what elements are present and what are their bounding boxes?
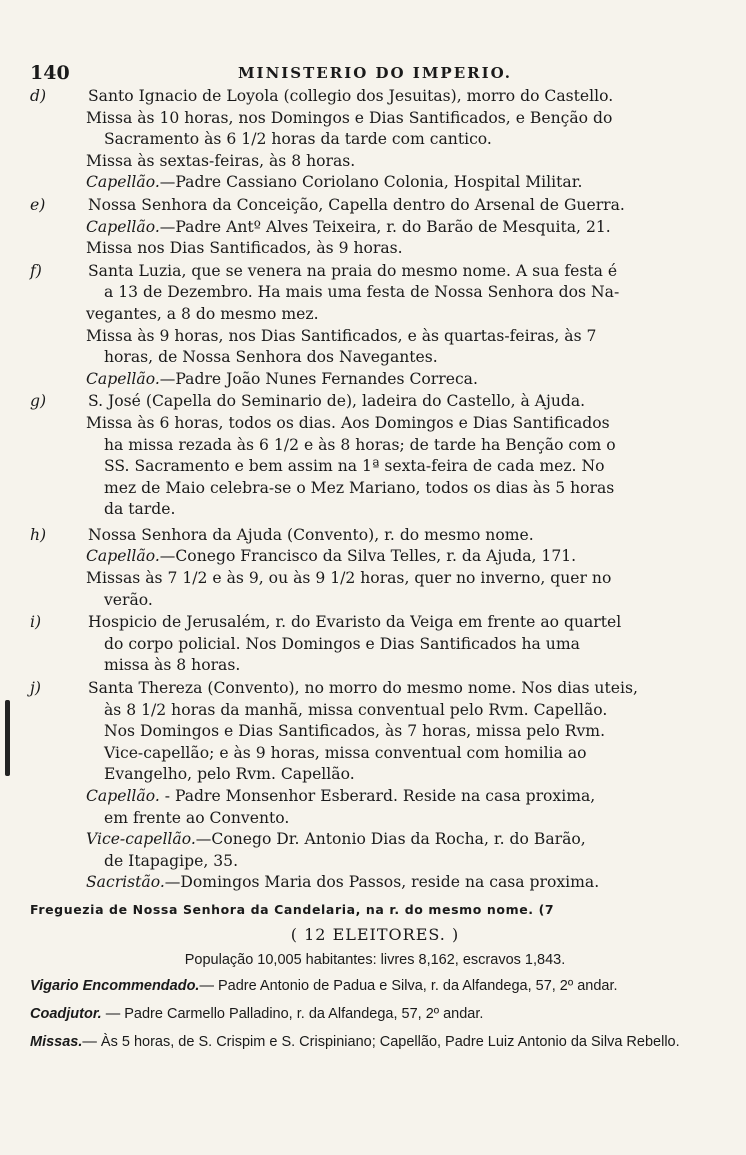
entry-line: Missas às 7 1/2 e às 9, ou às 9 1/2 horas, quer no inverno, quer no — [86, 569, 612, 588]
entry-label: f) — [30, 261, 42, 280]
entry-line: Vice-capellão; e às 9 horas, missa conventual com homilia ao — [104, 743, 587, 762]
entry-line: vegantes, a 8 do mesmo mez. — [86, 304, 319, 323]
population-line: População 10,005 habitantes: livres 8,162, escravos 1,843. — [184, 951, 566, 968]
entry-line: Missa nos Dias Santificados, às 9 horas. — [86, 239, 403, 258]
eleitores-count: ( 12 ELEITORES. ) — [290, 924, 460, 944]
entry-h — [30, 525, 720, 611]
entry-e — [30, 195, 720, 260]
entry-line: Santa Thereza (Convento), no morro do mesmo nome. Nos dias uteis, — [88, 679, 638, 698]
role-text: — Padre Antonio de Padua e Silva, r. da Alfandega, 57, 2º andar. — [199, 977, 618, 994]
entry-j — [30, 678, 720, 894]
role-text: —Conego Francisco da Silva Telles, r. da Ajuda, 171. — [159, 547, 577, 566]
entry-label: h) — [30, 525, 47, 544]
entry-line: verão. — [104, 590, 153, 609]
role-label: Capellão. — [86, 787, 160, 805]
entry-line: Evangelho, pelo Rvm. Capellão. — [104, 765, 355, 784]
paragraph-vigario — [30, 976, 720, 996]
entry-label: g) — [30, 392, 47, 411]
running-title: MINISTERIO DO IMPERIO. — [237, 64, 513, 82]
entry-line: ha missa rezada às 6 1/2 e às 8 horas; de tarde ha Benção com o — [104, 435, 616, 454]
entry-line: Sacramento às 6 1/2 horas da tarde com cantico. — [104, 130, 492, 149]
entry-label: j) — [30, 679, 41, 698]
entry-line: mez de Maio celebra-se o Mez Mariano, todos os dias às 5 horas — [104, 478, 615, 497]
role-text: —Padre Cassiano Coriolano Colonia, Hospital Militar. — [159, 173, 583, 192]
entry-line: Missa às 6 horas, todos os dias. Aos Domingos e Dias Santificados — [86, 413, 610, 432]
role-text: — Padre Carmello Palladino, r. da Alfandega, 57, 2º andar. — [101, 1005, 484, 1022]
entry-label: d) — [30, 87, 47, 105]
entry-i — [30, 612, 720, 677]
role-label: Vice-capellão. — [86, 830, 196, 849]
page — [30, 62, 720, 1052]
role-label: Vigario Encommendado. — [30, 977, 200, 994]
paragraph-coadjutor — [30, 1004, 720, 1024]
entry-line: missa às 8 horas. — [104, 656, 241, 675]
entry-line: Missa às sextas-feiras, às 8 horas. — [86, 151, 356, 170]
role-text-cont: em frente ao Convento. — [104, 808, 290, 827]
role-text: — Às 5 horas, de S. Crispim e S. Crispiniano; Capellão, Padre Luiz Antonio da Silva Rebello. — [82, 1033, 680, 1050]
entry-line: Santa Luzia, que se venera na praia do mesmo nome. A sua festa é — [88, 261, 618, 280]
role-text: —Conego Dr. Antonio Dias da Rocha, r. do Barão, — [195, 830, 586, 849]
entry-line: a 13 de Dezembro. Ha mais uma festa de Nossa Senhora dos Na- — [104, 283, 620, 302]
entry-d — [30, 86, 720, 194]
entry-line: Missa às 10 horas, nos Domingos e Dias Santificados, e Benção do — [86, 108, 613, 127]
role-label: Capellão. — [86, 547, 160, 566]
paragraph-missas — [30, 1032, 720, 1052]
role-label: Coadjutor. — [30, 1005, 102, 1022]
margin-mark — [5, 700, 10, 776]
entry-line: Hospicio de Jerusalém, r. do Evaristo da Veiga em frente ao quartel — [88, 613, 622, 632]
role-text: —Padre João Nunes Fernandes Correca. — [159, 369, 478, 388]
role-text-cont: de Itapagipe, 35. — [104, 851, 239, 870]
entry-line: às 8 1/2 horas da manhã, missa conventual pelo Rvm. Capellão. — [104, 700, 608, 719]
page-header — [30, 62, 720, 86]
role-label: Sacristão. — [86, 873, 165, 892]
entry-line: SS. Sacramento e bem assim na 1ª sexta-feira de cada mez. No — [104, 457, 605, 476]
entry-f — [30, 261, 720, 391]
entry-line: do corpo policial. Nos Domingos e Dias Santificados ha uma — [104, 634, 580, 653]
freguezia-heading: Freguezia de Nossa Senhora da Candelaria, na r. do mesmo nome. (7 — [30, 901, 555, 917]
entry-line: Nossa Senhora da Conceição, Capella dentro do Arsenal de Guerra. — [88, 195, 625, 214]
role-label: Missas. — [30, 1033, 83, 1050]
entry-line: Nos Domingos e Dias Santificados, às 7 horas, missa pelo Rvm. — [104, 722, 606, 741]
entry-line: horas, de Nossa Senhora dos Navegantes. — [104, 348, 438, 367]
entry-label: e) — [30, 195, 46, 214]
role-text: —Domingos Maria dos Passos, reside na casa proxima. — [164, 873, 600, 892]
page-number: 140 — [30, 62, 70, 84]
role-label: Capellão. — [86, 173, 160, 192]
entry-line: S. José (Capella do Seminario de), ladeira do Castello, à Ajuda. — [88, 392, 586, 411]
entry-line: da tarde. — [104, 500, 176, 519]
entry-line: Missa às 9 horas, nos Dias Santificados, e às quartas-feiras, às 7 — [86, 326, 597, 345]
entry-line: Santo Ignacio de Loyola (collegio dos Jesuitas), morro do Castello. — [88, 87, 614, 105]
role-label: Capellão. — [86, 217, 160, 236]
role-text: —Padre Antº Alves Teixeira, r. do Barão de Mesquita, 21. — [159, 217, 611, 236]
entry-label: i) — [30, 613, 42, 632]
entry-g — [30, 391, 720, 521]
role-label: Capellão. — [86, 369, 160, 388]
entry-line: Nossa Senhora da Ajuda (Convento), r. do mesmo nome. — [88, 525, 534, 544]
role-text: - Padre Monsenhor Esberard. Reside na casa proxima, — [159, 787, 596, 805]
